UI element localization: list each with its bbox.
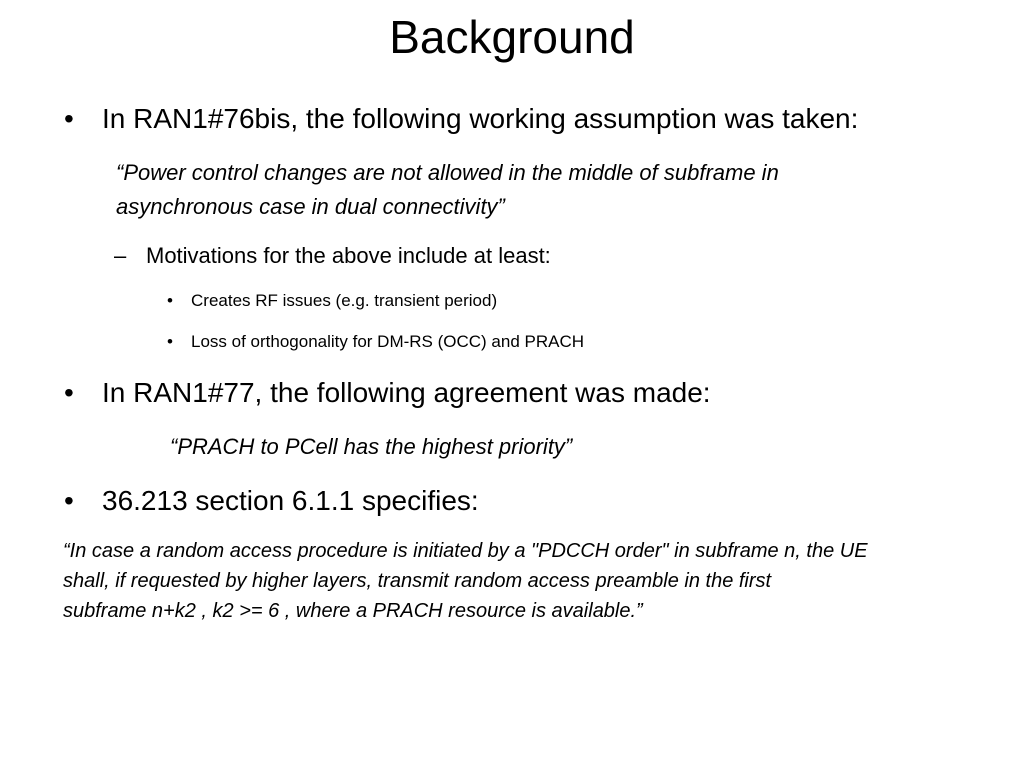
- quote-line: “PRACH to PCell has the highest priority”: [170, 434, 573, 459]
- sub-sub-bullet-text: Creates RF issues (e.g. transient period): [191, 291, 498, 310]
- quote-line: “In case a random access procedure is initiated by a "PDCCH order" in subframe n, the UE: [63, 540, 868, 562]
- sub-bullet-text: Motivations for the above include at least:: [146, 243, 551, 268]
- quote-line: shall, if requested by higher layers, transmit random access preamble in the first: [63, 570, 772, 592]
- bullet-text: In RAN1#76bis, the following working assumption was taken:: [102, 103, 859, 134]
- sub-sub-bullet-item: [167, 330, 585, 354]
- bullet-item: [64, 376, 711, 410]
- sub-sub-bullet-text: Loss of orthogonality for DM-RS (OCC) and PRACH: [191, 332, 585, 351]
- quote-line: subframe n+k2 , k2 >= 6 , where a PRACH resource is available.”: [63, 600, 643, 622]
- bullet-marker: •: [167, 291, 173, 310]
- bullet-marker: •: [64, 103, 74, 134]
- bullet-marker: •: [64, 377, 74, 408]
- bullet-item: [64, 102, 859, 136]
- bullet-text: In RAN1#77, the following agreement was made:: [102, 377, 711, 408]
- quote-line: “Power control changes are not allowed in the middle of subframe in: [116, 160, 779, 185]
- bullet-marker: •: [167, 332, 173, 351]
- quote-line: asynchronous case in dual connectivity”: [116, 194, 505, 219]
- bullet-text: 36.213 section 6.1.1 specifies:: [102, 485, 479, 516]
- bullet-marker: •: [64, 485, 74, 516]
- sub-bullet-item: [114, 241, 551, 271]
- sub-sub-bullet-item: [167, 289, 498, 313]
- dash-marker: –: [114, 243, 127, 268]
- slide-title: Background: [389, 11, 635, 63]
- bullet-item: [64, 484, 479, 518]
